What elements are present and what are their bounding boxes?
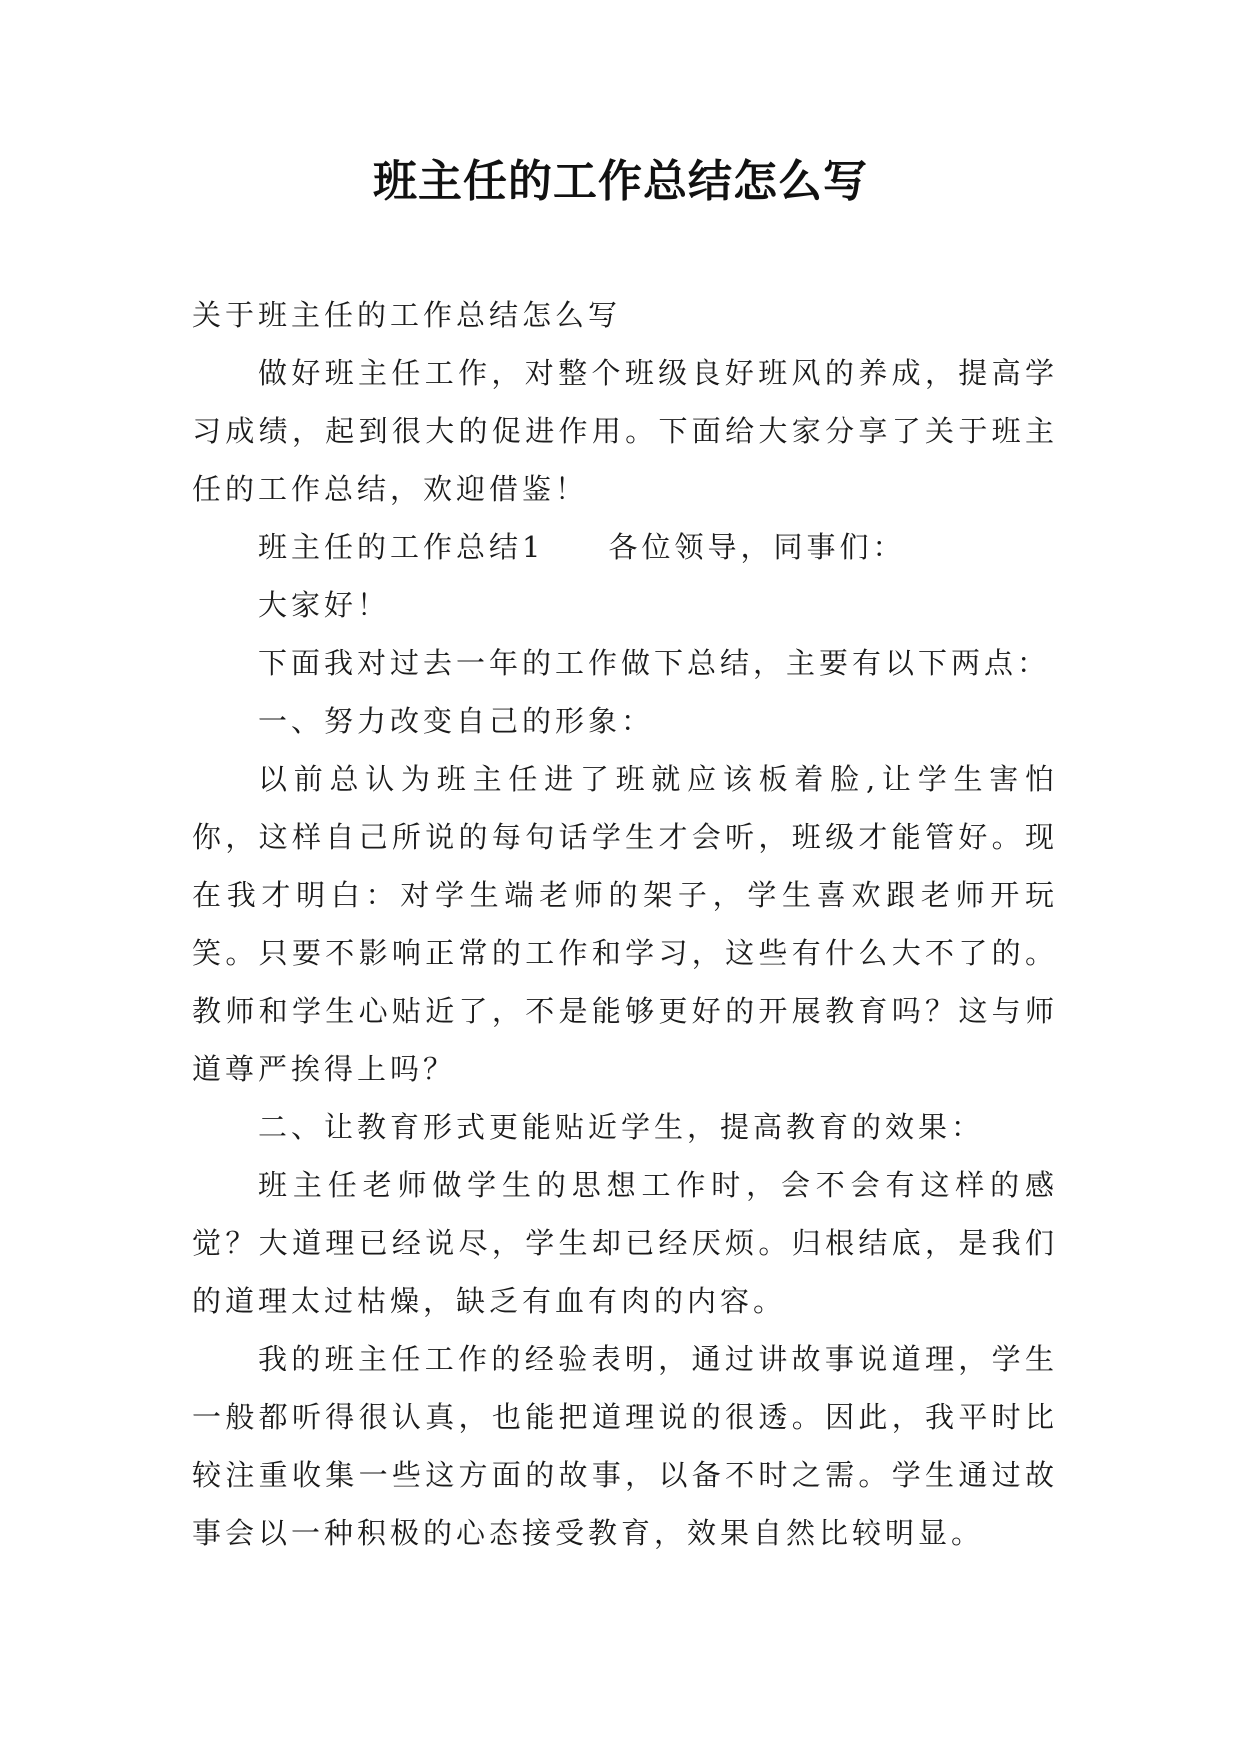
section1-heading-line [192,518,1058,576]
intro-paragraph: 做好班主任工作，对整个班级良好班风的养成，提高学习成绩，起到很大的促进作用。下面给大家分享了关于班主任的工作总结，欢迎借鉴！ [192,356,1058,506]
greeting-paragraph: 大家好！ [258,588,391,622]
overview-paragraph: 下面我对过去一年的工作做下总结，主要有以下两点： [258,646,1051,680]
greeting-to: 各位领导，同事们： [608,530,906,564]
section1-heading: 班主任的工作总结1 [258,530,545,564]
point1-heading: 一、努力改变自己的形象： [258,704,655,738]
point1-paragraph: 以前总认为班主任进了班就应该板着脸,让学生害怕你，这样自己所说的每句话学生才会听，班级才能管好。现在我才明白：对学生端老师的架子，学生喜欢跟老师开玩笑。只要不影响正常的工作和学习，这些有什么大不了的。教师和学生心贴近了，不是能够更好的开展教育吗？这与师道尊严挨得上吗？ [192,762,1058,1086]
point2-paragraph-1: 班主任老师做学生的思想工作时，会不会有这样的感觉？大道理已经说尽，学生却已经厌烦。归根结底，是我们的道理太过枯燥，缺乏有血有肉的内容。 [192,1168,1058,1318]
point2-heading: 二、让教育形式更能贴近学生，提高教育的效果： [258,1110,985,1144]
document-body [192,286,1058,1562]
subtitle-paragraph: 关于班主任的工作总结怎么写 [192,298,622,332]
point2-paragraph-2: 我的班主任工作的经验表明，通过讲故事说道理，学生一般都听得很认真，也能把道理说的很透。因此，我平时比较注重收集一些这方面的故事，以备不时之需。学生通过故事会以一种积极的心态接受教育，效果自然比较明显。 [192,1342,1058,1550]
document-title: 班主任的工作总结怎么写 [373,156,868,207]
